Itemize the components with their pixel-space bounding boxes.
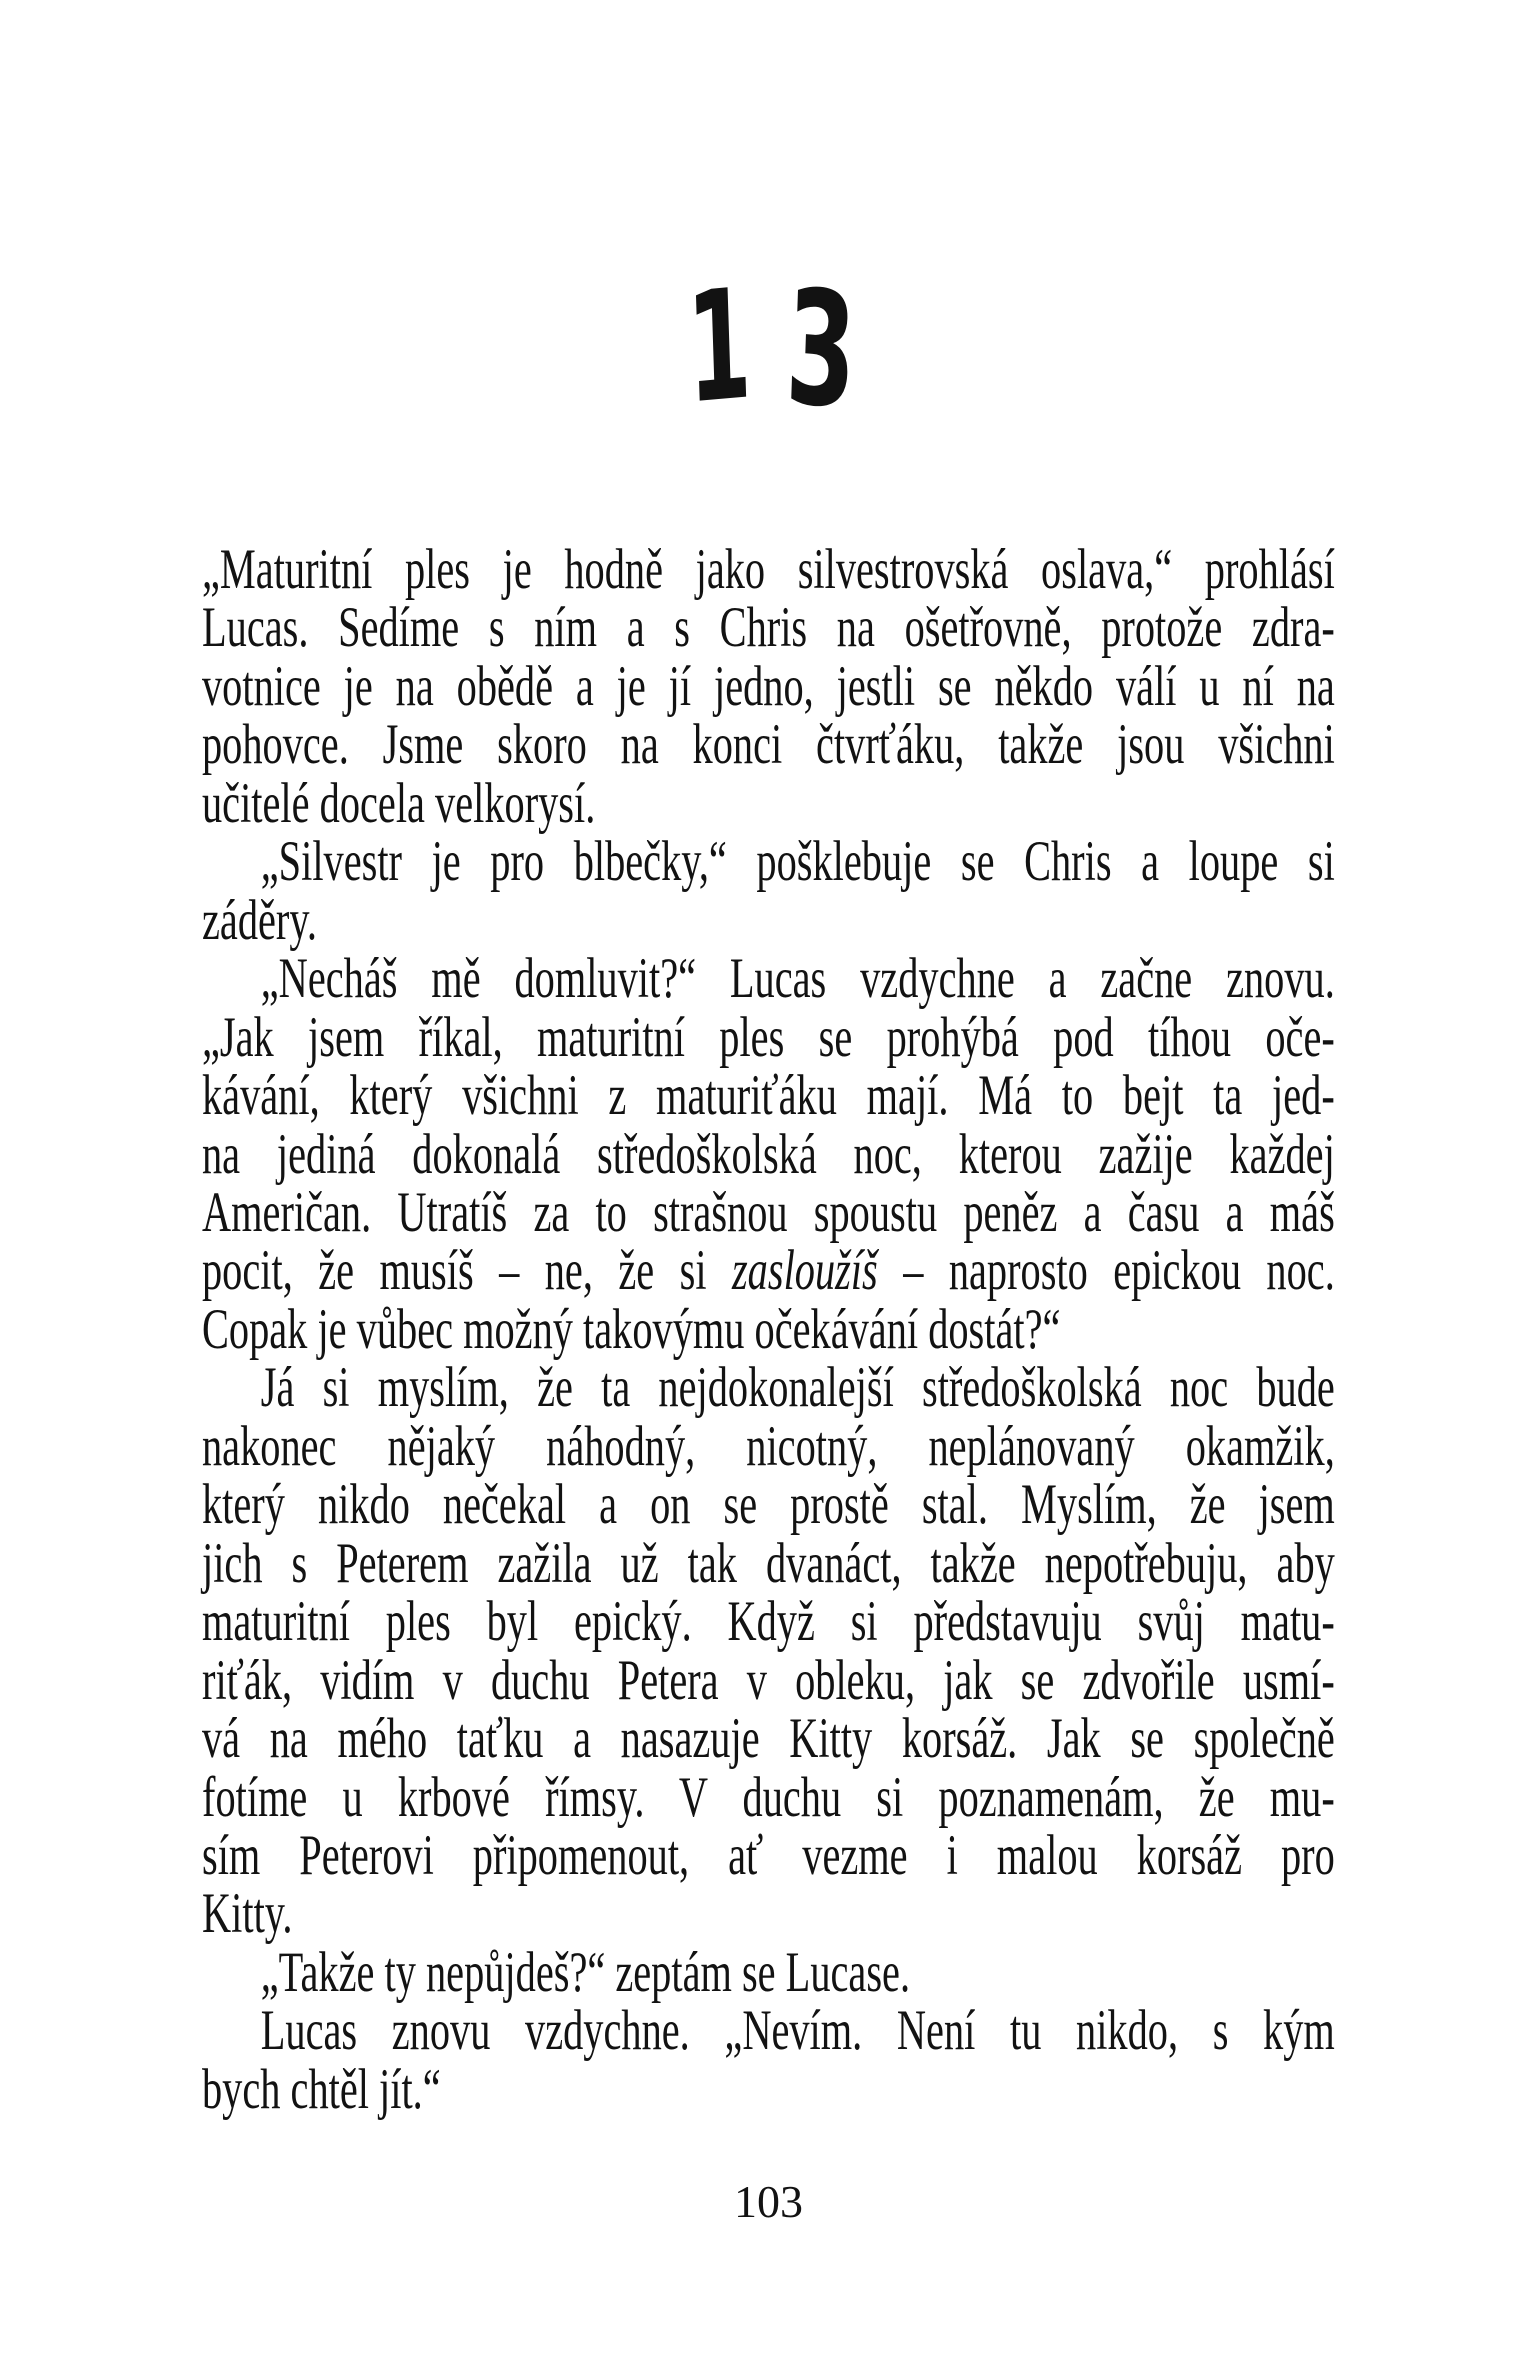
text-line: riťák, vidím v duchu Petera v obleku, jak se zdvořile usmí- bbox=[202, 1648, 1335, 1712]
italic-text: zasloužíš bbox=[731, 1239, 878, 1303]
text-line: jich s Peterem zažila už tak dvanáct, takže nepotřebuju, aby bbox=[202, 1531, 1335, 1595]
text-line: nakonec nějaký náhodný, nicotný, neplánovaný okamžik, bbox=[202, 1414, 1335, 1478]
text-line: votnice je na obědě a je jí jedno, jestli se někdo válí u ní na bbox=[202, 654, 1335, 718]
text-line: Američan. Utratíš za to strašnou spoustu peněz a času a máš bbox=[202, 1180, 1335, 1244]
text-line: „Takže ty nepůjdeš?“ zeptám se Lucase. bbox=[260, 1940, 911, 2004]
chapter-text bbox=[202, 538, 1335, 2121]
chapter-digit: 1 bbox=[684, 255, 751, 438]
text-line: Kitty. bbox=[202, 1882, 293, 1946]
text-line: vá na mého taťku a nasazuje Kitty korsáž. Jak se společně bbox=[202, 1707, 1335, 1771]
page-number: 103 bbox=[734, 2176, 803, 2227]
text-line: sím Peterovi připomenout, ať vezme i malou korsáž pro bbox=[202, 1823, 1335, 1887]
text-line: fotíme u krbové římsy. V duchu si poznamenám, že mu- bbox=[202, 1765, 1335, 1829]
text-line: „Jak jsem říkal, maturitní ples se prohýbá pod tíhou oče- bbox=[202, 1005, 1335, 1069]
text-line: učitelé docela velkorysí. bbox=[202, 771, 596, 835]
text-line: záděry. bbox=[202, 888, 318, 952]
chapter-number bbox=[202, 254, 1335, 445]
text-line: Copak je vůbec možný takovýmu očekávání dostát?“ bbox=[202, 1297, 1061, 1361]
text-line: maturitní ples byl epický. Když si představuju svůj matu- bbox=[202, 1590, 1335, 1654]
text-line: kávání, který všichni z maturiťáku mají. Má to bejt ta jed- bbox=[202, 1064, 1335, 1128]
text-line: „Maturitní ples je hodně jako silvestrovská oslava,“ prohlásí bbox=[202, 538, 1335, 601]
text-line: bych chtěl jít.“ bbox=[202, 2057, 441, 2121]
text-line: který nikdo nečekal a on se prostě stal. Myslím, že jsem bbox=[202, 1473, 1335, 1537]
text-line: Lucas. Sedíme s ním a s Chris na ošetřovně, protože zdra- bbox=[202, 596, 1335, 660]
text-line: „Silvestr je pro blbečky,“ pošklebuje se Chris a loupe si bbox=[260, 830, 1335, 894]
text-line: pohovce. Jsme skoro na konci čtvrťáku, takže jsou všichni bbox=[202, 713, 1335, 777]
text-line: Já si myslím, že ta nejdokonalejší středoškolská noc bude bbox=[260, 1356, 1335, 1420]
chapter-digit: 3 bbox=[782, 254, 856, 445]
text-line: pocit, že musíš – ne, že si zasloužíš – naprosto epickou noc. bbox=[202, 1239, 1335, 1303]
text-line: na jediná dokonalá středoškolská noc, kterou zažije každej bbox=[202, 1122, 1335, 1186]
text-line: „Necháš mě domluvit?“ Lucas vzdychne a začne znovu. bbox=[260, 947, 1335, 1011]
text-line: Lucas znovu vzdychne. „Nevím. Není tu nikdo, s kým bbox=[260, 1999, 1335, 2063]
